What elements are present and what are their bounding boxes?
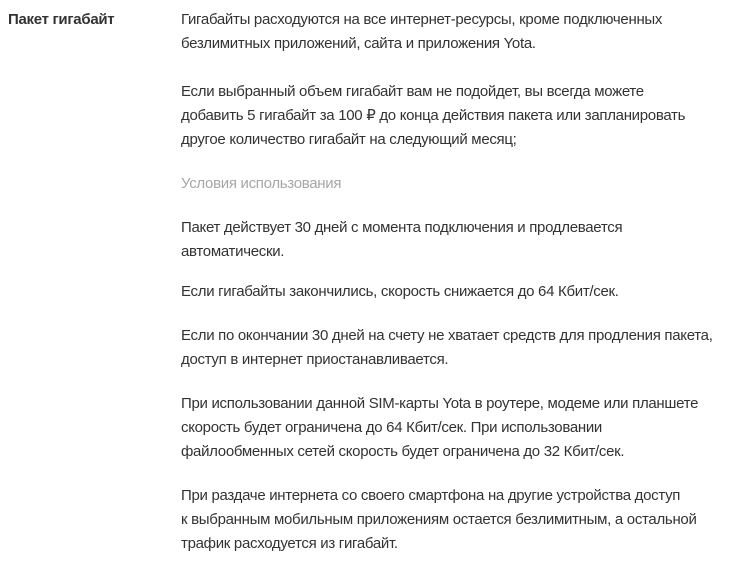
text-line: трафик расходуется из гигабайт. bbox=[181, 535, 398, 552]
paragraph bbox=[181, 324, 724, 372]
text-line: доступ в интернет приостанавливается. bbox=[181, 351, 449, 368]
text-line: Гигабайты расходуются на все интернет-ресурсы, кроме подключенных bbox=[181, 11, 663, 28]
text-line: При раздаче интернета со своего смартфона на другие устройства доступ bbox=[181, 487, 681, 504]
text-line: Условия использования bbox=[181, 175, 342, 192]
text-line: добавить 5 гигабайт за 100 ₽ до конца действия пакета или запланировать bbox=[181, 107, 686, 124]
text-line: При использовании данной SIM-карты Yota в роутере, модеме или планшете bbox=[181, 395, 699, 412]
text-line: Если выбранный объем гигабайт вам не подойдет, вы всегда можете bbox=[181, 83, 644, 100]
paragraph bbox=[181, 80, 724, 152]
text-line: Пакет действует 30 дней с момента подключения и продлевается bbox=[181, 219, 623, 236]
text-line: другое количество гигабайт на следующий месяц; bbox=[181, 131, 517, 148]
paragraph bbox=[181, 392, 724, 464]
text-line: Если гигабайты закончились, скорость снижается до 64 Кбит/сек. bbox=[181, 283, 619, 300]
term-heading: Пакет гигабайт bbox=[8, 11, 115, 28]
text-line: автоматически. bbox=[181, 243, 285, 260]
paragraph bbox=[181, 280, 724, 304]
text-line: Если по окончании 30 дней на счету не хватает средств для продления пакета, bbox=[181, 327, 713, 344]
text-line: к выбранным мобильным приложениям остается безлимитным, а остальной bbox=[181, 511, 697, 528]
definition-column bbox=[181, 8, 724, 576]
text-line: безлимитных приложений, сайта и приложения Yota. bbox=[181, 35, 536, 52]
paragraph bbox=[181, 484, 724, 556]
paragraph bbox=[181, 216, 724, 264]
text-line: файлообменных сетей скорость будет ограничена до 32 Кбит/сек. bbox=[181, 443, 625, 460]
paragraph bbox=[181, 8, 724, 56]
text-line: скорость будет ограничена до 64 Кбит/сек. При использовании bbox=[181, 419, 603, 436]
section-subheading bbox=[181, 172, 724, 196]
